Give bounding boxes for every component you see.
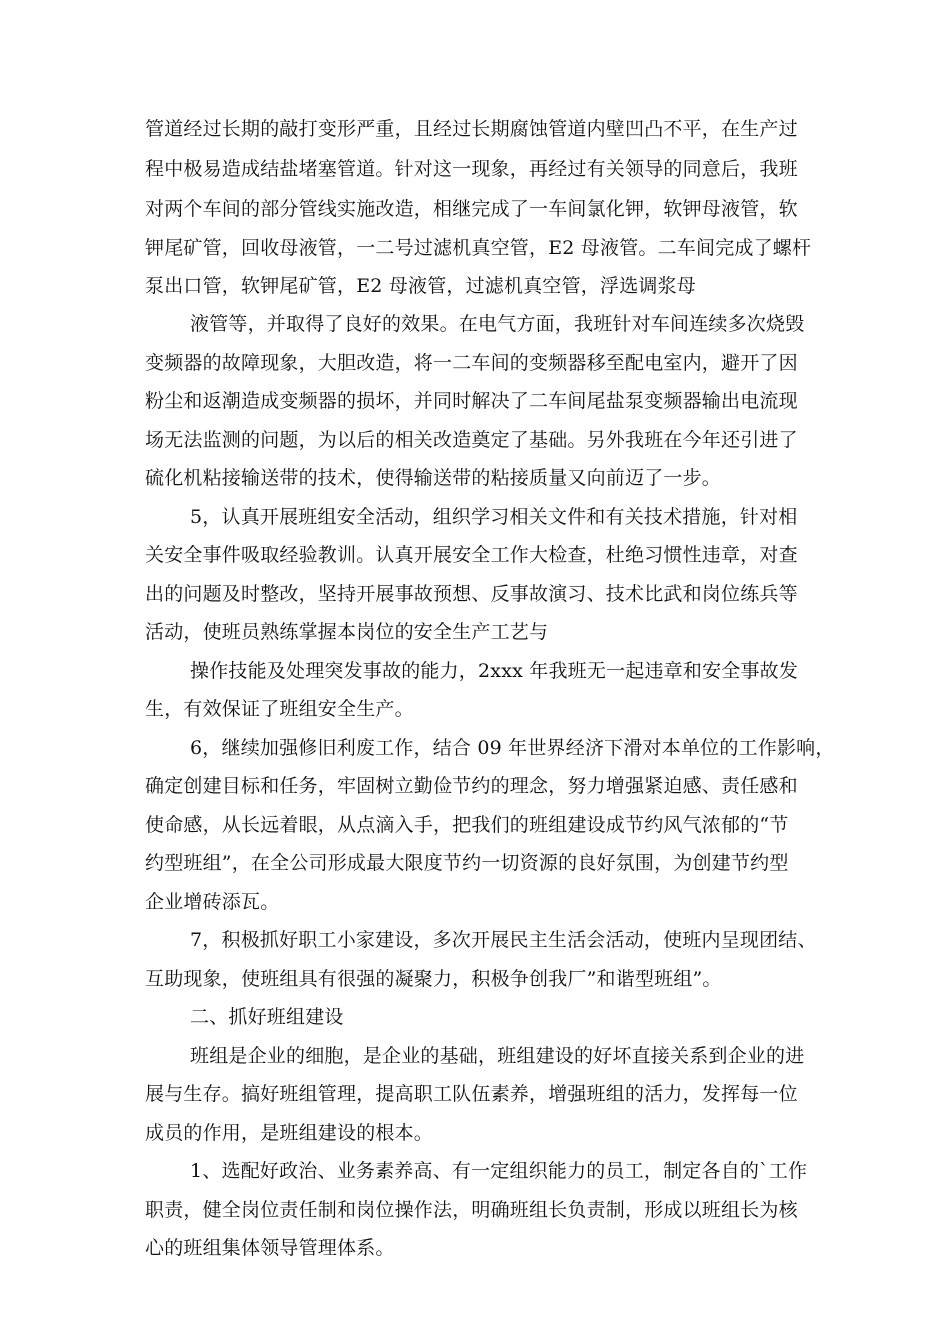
- text-line-21: 企业增砖添瓦。: [145, 891, 280, 913]
- text-line-8: 粉尘和返潮造成变频器的损坏，并同时解决了二车间尾盐泵变频器输出电流现: [145, 390, 798, 412]
- text-line-2: 程中极易造成结盐堵塞管道。针对这一现象，再经过有关领导的同意后，我班: [145, 158, 798, 180]
- text-line-30: 心的班组集体领导管理体系。: [145, 1237, 395, 1259]
- text-line-12: 关安全事件吸取经验教训。认真开展安全工作大检查，杜绝习惯性违章，对查: [145, 544, 798, 566]
- text-line-11: 5，认真开展班组安全活动，组织学习相关文件和有关技术措施，针对相: [190, 506, 798, 528]
- text-line-10: 硫化机粘接输送带的技术，使得输送带的粘接质量又向前迈了一步。: [145, 467, 722, 489]
- text-line-19: 使命感，从长远着眼，从点滴入手，把我们的班组建设成节约风气浓郁的“节: [145, 814, 789, 836]
- text-line-27: 成员的作用，是班组建设的根本。: [145, 1122, 434, 1144]
- text-line-23: 互助现象，使班组具有很强的凝聚力，积极争创我厂”和谐型班组”。: [145, 968, 722, 990]
- section-heading: 二、抓好班组建设: [190, 1006, 344, 1028]
- text-line-17: 6，继续加强修旧利废工作，结合 09 年世界经济下滑对本单位的工作影响，: [190, 737, 835, 759]
- text-line-7: 变频器的故障现象，大胆改造，将一二车间的变频器移至配电室内，避开了因: [145, 352, 798, 374]
- text-line-28: 1、选配好政治、业务素养高、有一定组织能力的员工，制定各自的`工作: [190, 1160, 808, 1182]
- text-line-1: 管道经过长期的敲打变形严重，且经过长期腐蚀管道内壁凹凸不平，在生产过: [145, 118, 798, 140]
- text-line-14: 活动，使班员熟练掌握本岗位的安全生产工艺与: [145, 621, 549, 643]
- text-line-25: 班组是企业的细胞，是企业的基础，班组建设的好坏直接关系到企业的进: [190, 1045, 805, 1067]
- text-line-4: 钾尾矿管，回收母液管，一二号过滤机真空管，E2 母液管。二车间完成了螺杆: [145, 237, 812, 259]
- text-line-18: 确定创建目标和任务，牢固树立勤俭节约的理念，努力增强紧迫感、责任感和: [145, 775, 798, 797]
- text-line-29: 职责，健全岗位责任制和岗位操作法，明确班组长负责制，形成以班组长为核: [145, 1199, 798, 1221]
- text-line-15: 操作技能及处理突发事故的能力，2xxx 年我班无一起违章和安全事故发: [190, 660, 799, 682]
- text-line-13: 出的问题及时整改，坚持开展事故预想、反事故演习、技术比武和岗位练兵等: [145, 583, 798, 605]
- text-line-16: 生，有效保证了班组安全生产。: [145, 698, 414, 720]
- text-line-5: 泵出口管，软钾尾矿管，E2 母液管，过滤机真空管，浮选调浆母: [145, 275, 696, 297]
- text-line-3: 对两个车间的部分管线实施改造，相继完成了一车间氯化钾，软钾母液管，软: [145, 198, 798, 220]
- text-line-20: 约型班组”，在全公司形成最大限度节约一切资源的良好氛围，为创建节约型: [145, 852, 789, 874]
- text-line-6: 液管等，并取得了良好的效果。在电气方面，我班针对车间连续多次烧毁: [190, 313, 805, 335]
- text-line-22: 7，积极抓好职工小家建设，多次开展民主生活会活动，使班内呈现团结、: [190, 929, 817, 951]
- text-line-26: 展与生存。搞好班组管理，提高职工队伍素养，增强班组的活力，发挥每一位: [145, 1083, 798, 1105]
- text-line-9: 场无法监测的问题，为以后的相关改造奠定了基础。另外我班在今年还引进了: [145, 429, 798, 451]
